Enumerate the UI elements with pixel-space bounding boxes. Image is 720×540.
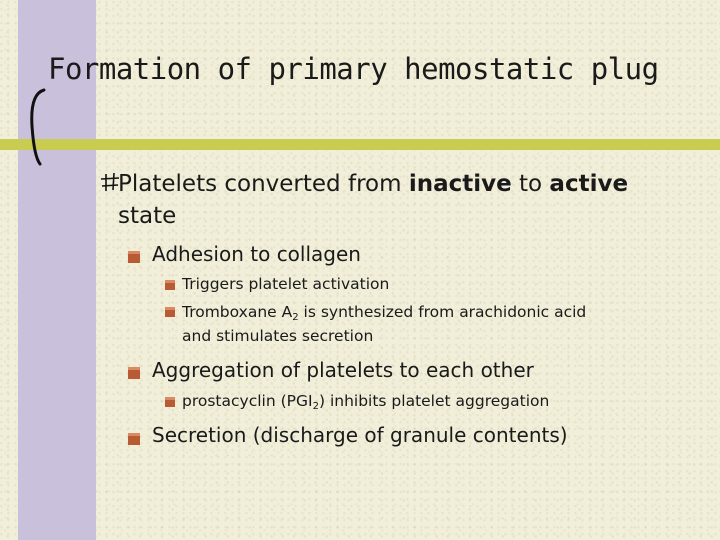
- slide-title: Formation of primary hemostatic plug: [48, 52, 659, 86]
- square-bullet-icon: [165, 397, 175, 407]
- bullet-triggers: Triggers platelet activation: [182, 275, 390, 293]
- square-bullet-icon: [165, 307, 175, 317]
- bullet-tromboxane: Tromboxane $A_2$ is synthesized from arachidonic acid: [182, 303, 587, 324]
- title-rule: [0, 139, 720, 150]
- square-bullet-icon: [128, 251, 140, 263]
- bullet-adhesion: Adhesion to collagen: [152, 242, 361, 266]
- bullet-secretion: Secretion (discharge of granule contents): [152, 423, 568, 447]
- bullet-aggregation: Aggregation of platelets to each other: [152, 358, 534, 382]
- cross-bullet-icon: [100, 172, 120, 192]
- bullet-tromboxane-cont: and stimulates secretion: [182, 327, 374, 345]
- square-bullet-icon: [128, 367, 140, 379]
- title-bracket: [26, 86, 66, 168]
- bullet-prostacyclin: prostacyclin $(PGI_2)$ inhibits platelet aggregation: [182, 392, 550, 413]
- square-bullet-icon: [165, 280, 175, 290]
- square-bullet-icon: [128, 433, 140, 445]
- bullet-main: Platelets converted from inactive to active: [118, 171, 629, 197]
- bullet-main-cont: state: [118, 203, 177, 229]
